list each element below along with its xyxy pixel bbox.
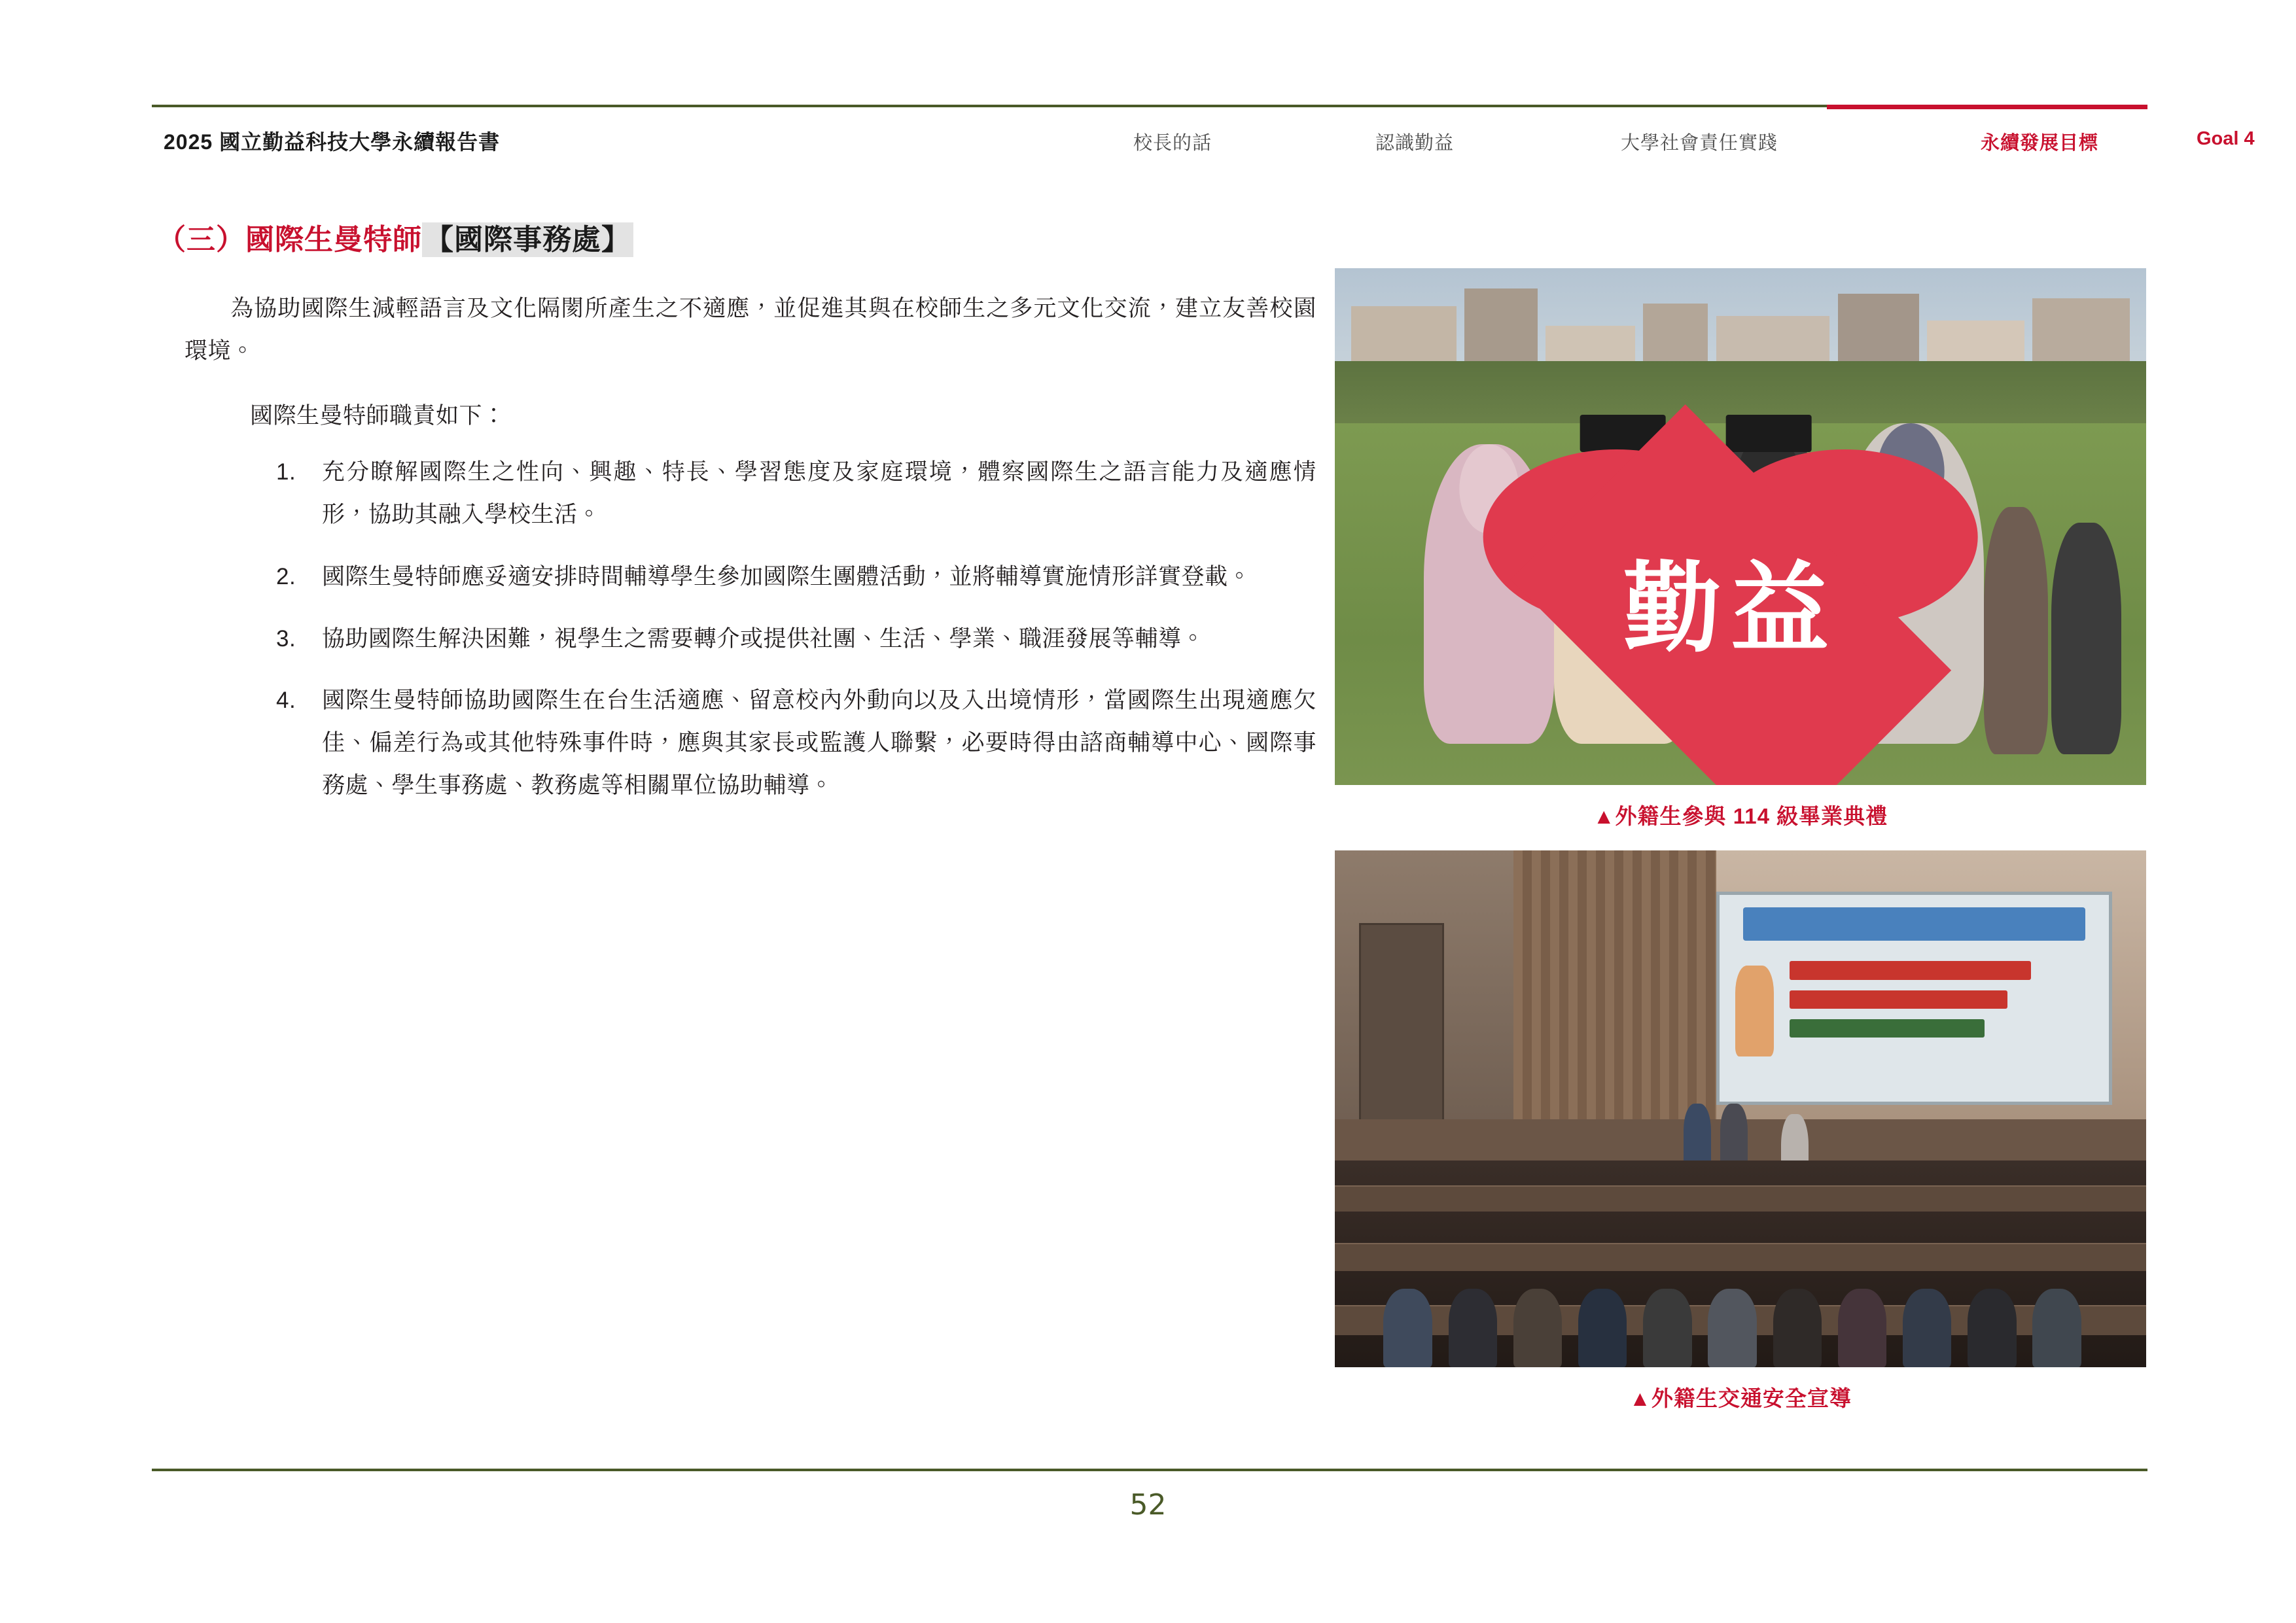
header-nav: [983, 128, 2255, 158]
figure-traffic-safety-caption: ▲外籍生交通安全宣導: [1629, 1386, 1852, 1410]
report-title: 2025 國立勤益科技大學永續報告書: [164, 130, 501, 154]
duties-list: [250, 451, 1316, 807]
list-item: [250, 680, 1316, 807]
header-divider-accent: [1827, 105, 2147, 109]
nav-item-usr[interactable]: 大學社會責任實踐: [1621, 133, 1778, 154]
list-item-marker: 1.: [276, 459, 296, 485]
list-item-text: 國際生曼特師應妥適安排時間輔導學生參加國際生團體活動，並將輔導實施情形詳實登載。: [322, 563, 1252, 589]
list-item-marker: 4.: [276, 688, 296, 714]
duties-lead-paragraph: 國際生曼特師職責如下：: [250, 402, 506, 428]
nav-item-presidents-message[interactable]: 校長的話: [1133, 133, 1212, 154]
photo-audience-seating: [1335, 1161, 2146, 1367]
list-item-text: 國際生曼特師協助國際生在台生活適應、留意校內外動向以及入出境情形，當國際生出現適應欠佳、偏差行為或其他特殊事件時，應與其家長或監護人聯繫，必要時得由諮商輔導中心、國際事務處、學生事務處、教務處等相關單位協助輔導。: [322, 688, 1316, 798]
page-header: [152, 105, 2255, 177]
list-item: [250, 556, 1316, 599]
heart-sign-icon: [1483, 449, 1978, 775]
section-heading-department: 【國際事務處】: [422, 222, 633, 257]
intro-paragraph: 為協助國際生減輕語言及文化隔閡所產生之不適應，並促進其與在校師生之多元文化交流，建立友善校園環境。: [185, 296, 1316, 364]
body-content: [185, 288, 1316, 827]
figure-traffic-safety-image: [1335, 850, 2146, 1367]
footer-divider: [152, 1469, 2147, 1471]
photo-hall-door: [1359, 923, 1444, 1144]
list-item-marker: 2.: [276, 563, 296, 589]
section-heading-main: （三）國際生曼特師: [157, 224, 422, 256]
nav-item-about-ncut[interactable]: 認識勤益: [1375, 133, 1455, 154]
list-item-marker: 3.: [276, 625, 296, 652]
photo-stage-curtain: [1513, 850, 1716, 1140]
nav-goal-badge: Goal 4: [2197, 128, 2255, 149]
photo-projection-screen: [1716, 892, 2112, 1105]
heart-sign-text: 勤益: [1623, 551, 1838, 666]
photo-background-people: [1984, 485, 2130, 754]
figure-graduation-image: [1335, 268, 2146, 785]
section-heading: [157, 216, 633, 258]
figure-graduation-caption: ▲外籍生參與 114 級畢業典禮: [1593, 804, 1888, 828]
list-item: [250, 451, 1316, 536]
list-item-text: 協助國際生解決困難，視學生之需要轉介或提供社團、生活、學業、職涯發展等輔導。: [322, 625, 1205, 652]
list-item-text: 充分瞭解國際生之性向、興趣、特長、學習態度及家庭環境，體察國際生之語言能力及適應情形，協助其融入學校生活。: [322, 459, 1316, 527]
figure-graduation: [1335, 268, 2146, 828]
nav-item-sdg[interactable]: 永續發展目標: [1981, 133, 2099, 154]
page-number: 52: [1129, 1488, 1167, 1522]
figure-traffic-safety: [1335, 850, 2146, 1410]
list-item: [250, 618, 1316, 661]
